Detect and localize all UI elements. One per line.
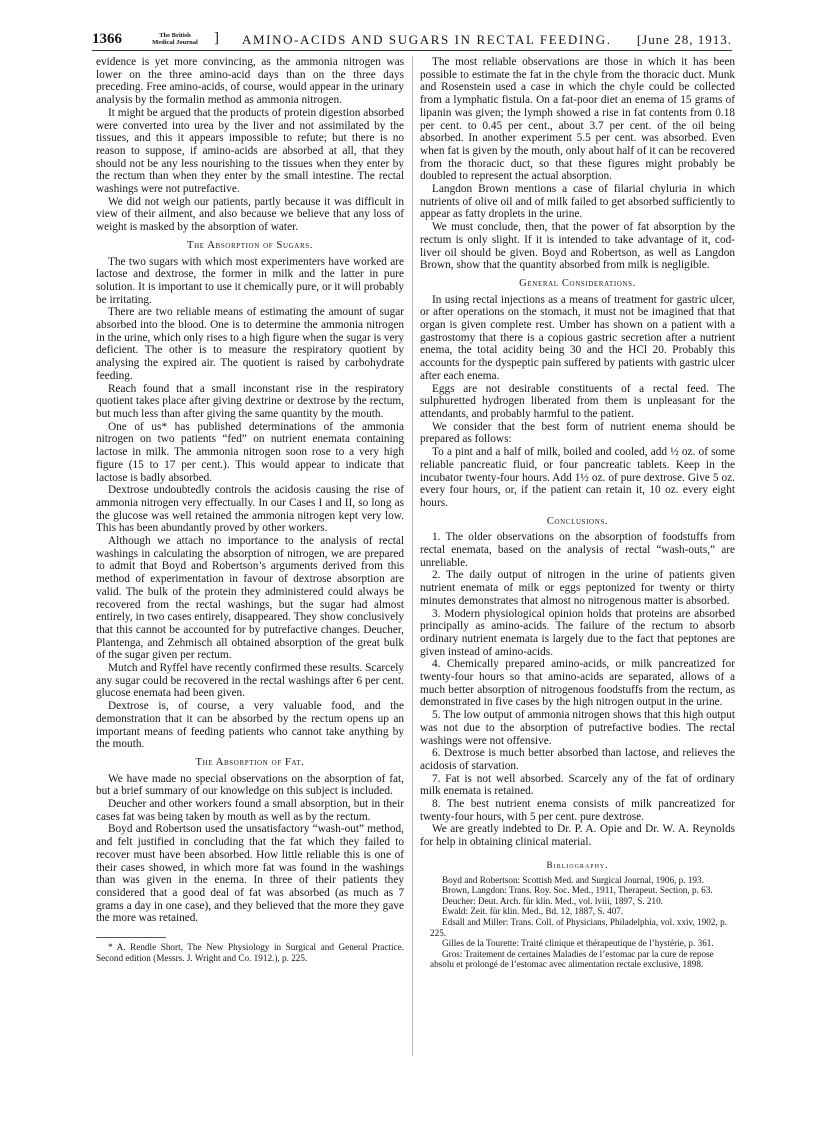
page-header	[92, 30, 732, 52]
paragraph: Dextrose is, of course, a very valuable food, and the demonstration that it can be absorbed by the rectum opens up an important means of feeding patients who cannot take anything by the mouth.	[96, 700, 404, 751]
journal-name-line2: Medical Journal	[152, 39, 198, 46]
paragraph: evidence is yet more convincing, as the ammonia nitrogen was lower on the three amino-acid days than on the three days preceding. Free amino-acids, of course, would appear in the urinary analysis by the formalin method as ammonia nitrogen.	[96, 56, 404, 107]
section-heading-fat: The Absorption of Fat.	[195, 756, 305, 768]
paragraph: We consider that the best form of nutrient enema should be prepared as follows:	[420, 420, 735, 446]
paragraph: Boyd and Robertson used the unsatisfactory “wash-out” method, and felt justified in concluding that the fat which they failed to recover must have been absorbed. How little reliable this is one of their cases showed, in which more fat was found in the washings than was given in the enema. In three of their patients they considered that a good deal of fat was absorbed (as much as 7 grams a day in one case), and they believed that the more they gave the more was retained.	[96, 823, 404, 925]
bibliography-entry: Deucher: Deut. Arch. für klin. Med., vol. lviii, 1897, S. 210.	[442, 895, 663, 906]
bibliography-entry: Brown, Langdon: Trans. Roy. Soc. Med., 1911, Therapeut. Section, p. 63.	[442, 885, 713, 896]
header-bracket: ]	[214, 30, 219, 46]
paragraph: It might be argued that the products of protein digestion absorbed were converted into urea by the liver and not assimilated by the tissues, and this it appears impossible to refute; but there is no reason to suppose, if amino-acids are absorbed at all, that they should not be any less nourishing to the tissues when they enter by the rectum than when they enter by the small intestine. The rectal washings were not putrefactive.	[96, 106, 404, 196]
paragraph: Dextrose undoubtedly controls the acidosis causing the rise of ammonia nitrogen very effectually. In our Cases I and II, so long as the glucose was well retained the ammonia nitrogen kept very low. This has been abundantly proved by other workers.	[96, 484, 404, 535]
bibliography-entry: Gros: Traitement de certaines Maladies de l’estomac par la cure de repose absolu et prolongé de l’estomac avec alimentation rectale exclusive, 1898.	[430, 948, 714, 970]
conclusion-item: 3. Modern physiological opinion holds that proteins are absorbed principally as amino-acids. The failure of the rectum to absorb ordinary nutrient enemata is largely due to the fact that peptones are given instead of amino-acids.	[420, 607, 735, 658]
bibliography-entry: Edsall and Miller: Trans. Coll. of Physicians, Philadelphia, vol. xxiv, 1902, p. 225.	[430, 916, 727, 938]
conclusion-item: 4. Chemically prepared amino-acids, or milk pancreatized for twenty-four hours so that amino-acids are separated, allows of a much better absorption of nitrogenous foodstuffs from the rectum, as demonstrated in five cases by the high nitrogen output in the urine.	[420, 658, 735, 709]
running-title: AMINO-ACIDS AND SUGARS IN RECTAL FEEDING.	[242, 32, 612, 47]
column-divider	[412, 56, 413, 1056]
left-column	[96, 56, 404, 963]
conclusion-item: 2. The daily output of nitrogen in the urine of patients given nutrient enemata of milk or eggs peptonized for twenty or thirty minutes demonstrates that almost no nitrogenous matter is absorbed.	[420, 569, 735, 607]
bibliography-entry: Ewald: Zeit. für klin. Med., Bd. 12, 1887, S. 407.	[442, 906, 624, 917]
section-heading-conclusions: Conclusions.	[546, 515, 609, 527]
paragraph: Although we attach no importance to the analysis of rectal washings in calculating the absorption of nitrogen, we are prepared to admit that Boyd and Robertson’s arguments derived from this method of experimentation in favour of dextrose absorption are valid. The bulk of the protein they administered could always be recovered from the rectal washings, but the sugar had almost entirely, in two cases entirely, disappeared. They show conclusively that this cannot be accounted for by putrefactive changes. Deucher, Plantenga, and Zehmisch all obtained absorption of the great bulk of the sugar given per rectum.	[96, 535, 404, 662]
footnote-rule	[96, 937, 166, 938]
acknowledgement: We are greatly indebted to Dr. P. A. Opie and Dr. W. A. Reynolds for help in obtaining clinical material.	[420, 823, 735, 849]
conclusion-item: 6. Dextrose is much better absorbed than lactose, and relieves the acidosis of starvation.	[420, 747, 735, 772]
section-heading-sugars: The Absorption of Sugars.	[187, 239, 313, 251]
conclusion-item: 5. The low output of ammonia nitrogen shows that this high output was not due to the absorption of putrefactive bodies. The rectal washings were not offensive.	[420, 709, 735, 747]
paragraph: The most reliable observations are those in which it has been possible to estimate the fat in the chyle from the thoracic duct. Munk and Rosenstein used a case in which the chyle could be collected from a lymphatic fistula. On a fat-poor diet an enema of 15 grams of lipanin was given; the lymph showed a rise in fat contents from 0.18 per cent. to 0.45 per cent., about 3.7 per cent. of the oil being absorbed. In another experiment 5.5 per cent. was absorbed. Even when fat is given by the mouth, only about half of it can be recovered from the thoracic duct, so that these figures might probably be doubled to represent the actual absorption.	[420, 56, 735, 183]
paragraph: In using rectal injections as a means of treatment for gastric ulcer, or after operations on the stomach, it must not be imagined that that organ is given complete rest. Umber has shown on a patient with a gastrostomy that there is a copious gastric secretion after a nutrient enema, the total acidity being 30 and the HCl 20. Probably this accounts for the dyspeptic pain suffered by patients with gastric ulcer after each enema.	[420, 293, 735, 382]
section-heading-general: General Considerations.	[519, 277, 636, 289]
paragraph: The two sugars with which most experimenters have worked are lactose and dextrose, the former in milk and the latter in pure solution. It is important to use it chemically pure, or it will probably be irritating.	[96, 255, 404, 306]
bibliography-entry: Boyd and Robertson: Scottish Med. and Surgical Journal, 1906, p. 193.	[442, 874, 704, 885]
paragraph: Eggs are not desirable constituents of a rectal feed. The sulphuretted hydrogen liberated from them is unpleasant for the attendants, and probably harmful to the patient.	[420, 382, 735, 420]
conclusion-item: 8. The best nutrient enema consists of milk pancreatized for twenty-four hours, with 5 per cent. pure dextrose.	[420, 798, 735, 823]
page-number: 1366	[92, 31, 122, 47]
paragraph: We have made no special observations on the absorption of fat, but a brief summary of our knowledge on this subject is included.	[96, 772, 404, 798]
conclusion-item: 1. The older observations on the absorption of foodstuffs from rectal enemata, based on the analysis of rectal “wash-outs,” are unreliable.	[420, 531, 735, 569]
paragraph: We must conclude, then, that the power of fat absorption by the rectum is only slight. If it is intended to take advantage of it, cod-liver oil should be given. Boyd and Robertson, as well as Langdon Brown, show that the quantity absorbed from milk is negligible.	[420, 221, 735, 272]
paragraph: Mutch and Ryffel have recently confirmed these results. Scarcely any sugar could be recovered in the rectal washings after 6 per cent. glucose enemata had been given.	[96, 662, 404, 700]
right-column	[420, 56, 735, 970]
journal-name-line1: The British	[159, 32, 191, 39]
bibliography-entry: Gilles de la Tourette: Traité clinique et thérapeutique de l’hystérie, p. 361.	[442, 938, 714, 949]
paragraph: We did not weigh our patients, partly because it was difficult in view of their ailment, and also because we believe that any loss of weight is masked by the absorption of water.	[96, 195, 404, 234]
paragraph: Langdon Brown mentions a case of filarial chyluria in which nutrients of olive oil and of milk failed to get absorbed sufficiently to appear as fatty droplets in the urine.	[420, 183, 735, 221]
paragraph: One of us* has published determinations of the ammonia nitrogen on two patients “fed” on nutrient enemata containing lactose in milk. The ammonia nitrogen soon rose to a very high figure (15 to 17 per cent.). This would appear to indicate that lactose is badly absorbed.	[96, 420, 404, 484]
bibliography-heading: Bibliography.	[546, 859, 609, 870]
journal-name	[138, 32, 212, 46]
header-rule	[92, 50, 732, 51]
paragraph: Deucher and other workers found a small absorption, but in their cases fat was being taken by mouth as well as by the rectum.	[96, 798, 404, 823]
paragraph: There are two reliable means of estimating the amount of sugar absorbed into the blood. One is to determine the ammonia nitrogen in the urine, which only rises to a high figure when the sugar is very deficient. The other is to measure the respiratory quotient by analysing the expired air. The quotient is raised by carbohydrate feeding.	[96, 306, 404, 382]
paragraph: Reach found that a small inconstant rise in the respiratory quotient takes place after giving dextrine or dextrose by the rectum, but much less than after giving the same quantity by the mouth.	[96, 382, 404, 420]
footnote: * A. Rendle Short, The New Physiology in Surgical and General Practice. Second edition (Messrs. J. Wright and Co. 1912.), p. 225.	[96, 942, 404, 963]
paragraph: To a pint and a half of milk, boiled and cooled, add ½ oz. of some reliable pancreatic fluid, or four pancreatic tablets. Keep in the incubator twenty-four hours. Add 1½ oz. of pure dextrose. Give 5 oz. every four hours, or, if the patient can retain it, 10 oz. every eight hours.	[420, 446, 735, 509]
issue-date: [June 28, 1913.	[636, 32, 732, 47]
conclusion-item: 7. Fat is not well absorbed. Scarcely any of the fat of ordinary milk enemata is retained.	[420, 772, 735, 798]
